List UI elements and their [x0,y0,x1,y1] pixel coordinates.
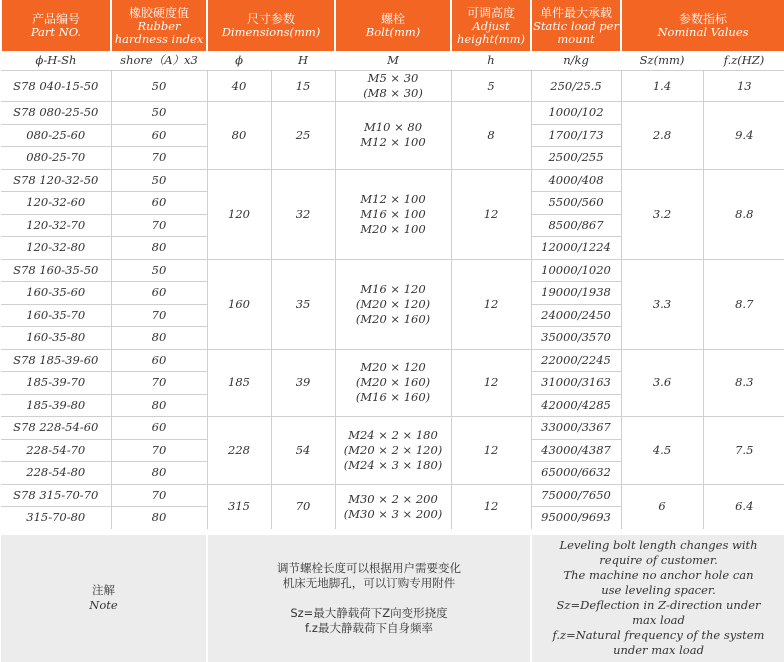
phi-cell: 120 [207,169,271,259]
note-line: Sz=最大静载荷下Z向变形挠度 [290,605,448,620]
part-number-cell: S78 185-39-60 [1,349,111,372]
height-cell: 39 [271,349,335,417]
bolt-spec: (M30 × 3 × 200) [343,506,443,521]
adjust-height-cell: 12 [451,484,531,532]
phi-cell: 80 [207,102,271,170]
note-line: The machine no anchor hole can [563,568,754,582]
adjust-height-cell: 12 [451,169,531,259]
bolt-spec: (M24 × 3 × 180) [343,457,443,472]
height-cell: 15 [271,71,335,102]
bolt-spec: M16 × 120 [360,281,426,296]
bolt-cell [335,102,451,170]
bolt-spec: (M20 × 120) [355,296,431,311]
table-row [1,417,784,440]
subheader-row [1,51,784,71]
table-row [1,349,784,372]
header-bolt: 螺栓 Bolt(mm) [335,0,451,51]
static-load-cell: 24000/2450 [531,304,621,327]
header-rubber-hardness: 橡胶硬度值 Rubber hardness index [111,0,207,51]
subheader-cell: M [335,51,451,71]
note-line: max load [632,613,685,627]
table-row [1,484,784,507]
note-title-cell [1,532,207,662]
phi-cell: 315 [207,484,271,532]
adjust-height-cell: 8 [451,102,531,170]
table-row [1,71,784,102]
shore-cell: 50 [111,102,207,125]
part-number-cell: 160-35-80 [1,327,111,350]
bolt-spec: M12 × 100 [360,191,426,206]
header-static-load: 单件最大承载 Static load per mount [531,0,621,51]
subheader-cell: ϕ [207,51,271,71]
bolt-cell [335,169,451,259]
subheader-cell: h [451,51,531,71]
shore-cell: 60 [111,124,207,147]
spec-body [1,71,784,532]
static-load-cell: 65000/6632 [531,462,621,485]
shore-cell: 80 [111,327,207,350]
bolt-spec: (M20 × 2 × 120) [343,442,443,457]
phi-cell: 160 [207,259,271,349]
shore-cell: 60 [111,417,207,440]
fz-cell: 9.4 [703,102,784,170]
height-cell: 25 [271,102,335,170]
static-load-cell: 43000/4387 [531,439,621,462]
part-number-cell: 228-54-80 [1,462,111,485]
header-part-no: 产品编号 Part NO. [1,0,111,51]
shore-cell: 70 [111,372,207,395]
bolt-spec: M12 × 100 [360,135,426,150]
subheader-cell: Sz(mm) [621,51,703,71]
bolt-spec: M24 × 2 × 180 [348,427,438,442]
shore-cell: 60 [111,349,207,372]
note-line: under max load [613,643,704,657]
height-cell: 54 [271,417,335,485]
static-load-cell: 22000/2245 [531,349,621,372]
bolt-spec: M5 × 30 [367,71,419,85]
part-number-cell: S78 080-25-50 [1,102,111,125]
sz-cell: 3.2 [621,169,703,259]
adjust-height-cell: 12 [451,349,531,417]
shore-cell: 50 [111,71,207,102]
part-number-cell: S78 228-54-60 [1,417,111,440]
static-load-cell: 12000/1224 [531,237,621,260]
part-number-cell: 228-54-70 [1,439,111,462]
adjust-height-cell: 12 [451,259,531,349]
part-number-cell: S78 315-70-70 [1,484,111,507]
part-number-cell: 160-35-70 [1,304,111,327]
static-load-cell: 75000/7650 [531,484,621,507]
shore-cell: 80 [111,394,207,417]
note-line: 机床无地脚孔，可以订购专用附件 [282,575,456,590]
note-line: use leveling spacer. [601,583,716,597]
phi-cell: 185 [207,349,271,417]
shore-cell: 70 [111,147,207,170]
part-number-cell: S78 120-32-50 [1,169,111,192]
shore-cell: 60 [111,192,207,215]
part-number-cell: 315-70-80 [1,507,111,532]
bolt-cell [335,259,451,349]
note-chinese-text [207,532,531,662]
part-number-cell: S78 160-35-50 [1,259,111,282]
static-load-cell: 1000/102 [531,102,621,125]
static-load-cell: 10000/1020 [531,259,621,282]
table-row [1,169,784,192]
bolt-cell [335,349,451,417]
note-line: 调节螺栓长度可以根据用户需要变化 [277,560,461,575]
sz-cell: 3.6 [621,349,703,417]
static-load-cell: 250/25.5 [531,71,621,102]
shore-cell: 70 [111,439,207,462]
sz-cell: 6 [621,484,703,532]
subheader-cell: H [271,51,335,71]
note-title-zh: 注解 [92,583,115,597]
shore-cell: 80 [111,462,207,485]
fz-cell: 8.3 [703,349,784,417]
height-cell: 32 [271,169,335,259]
static-load-cell: 5500/560 [531,192,621,215]
bolt-spec: M20 × 100 [360,221,426,236]
static-load-cell: 35000/3570 [531,327,621,350]
part-number-cell: 185-39-80 [1,394,111,417]
phi-cell: 40 [207,71,271,102]
static-load-cell: 8500/867 [531,214,621,237]
part-number-cell: 080-25-70 [1,147,111,170]
shore-cell: 70 [111,304,207,327]
shore-cell: 60 [111,282,207,305]
shore-cell: 50 [111,259,207,282]
subheader-cell: n/kg [531,51,621,71]
bolt-spec: M10 × 80 [364,120,423,135]
header-dimensions: 尺寸参数 Dimensions(mm) [207,0,335,51]
bolt-cell [335,484,451,532]
bolt-cell [335,417,451,485]
bolt-spec: M16 × 100 [360,206,426,221]
table-row [1,259,784,282]
note-english-text [531,532,784,662]
note-line [208,591,530,606]
note-line: Leveling bolt length changes with [559,538,758,552]
part-number-cell: 185-39-70 [1,372,111,395]
sz-cell: 3.3 [621,259,703,349]
height-cell: 35 [271,259,335,349]
fz-cell: 6.4 [703,484,784,532]
shore-cell: 80 [111,237,207,260]
shore-cell: 70 [111,484,207,507]
bolt-cell [335,71,451,102]
part-number-cell: S78 040-15-50 [1,71,111,102]
sz-cell: 2.8 [621,102,703,170]
table-row [1,102,784,125]
note-line: require of customer. [599,553,718,567]
bolt-spec: M30 × 2 × 200 [348,491,438,506]
part-number-cell: 080-25-60 [1,124,111,147]
static-load-cell: 1700/173 [531,124,621,147]
note-line: Sz=Deflection in Z-direction under [556,598,761,612]
note-title-en: Note [89,598,118,612]
sz-cell: 4.5 [621,417,703,485]
static-load-cell: 2500/255 [531,147,621,170]
bolt-spec: (M20 × 160) [355,375,431,390]
fz-cell: 13 [703,71,784,102]
height-cell: 70 [271,484,335,532]
bolt-spec: (M16 × 160) [355,390,431,405]
header-row [1,0,784,51]
static-load-cell: 4000/408 [531,169,621,192]
shore-cell: 70 [111,214,207,237]
note-line: f.z最大静载荷下自身频率 [305,620,433,635]
sz-cell: 1.4 [621,71,703,102]
shore-cell: 80 [111,507,207,532]
subheader-cell: f.z(HZ) [703,51,784,71]
header-adjust-height: 可调高度 Adjust height(mm) [451,0,531,51]
fz-cell: 8.7 [703,259,784,349]
bolt-spec: (M20 × 160) [355,311,431,326]
adjust-height-cell: 12 [451,417,531,485]
phi-cell: 228 [207,417,271,485]
static-load-cell: 95000/9693 [531,507,621,532]
header-nominal-values: 参数指标 Nominal Values [621,0,784,51]
fz-cell: 8.8 [703,169,784,259]
bolt-spec: (M8 × 30) [363,86,423,100]
part-number-cell: 120-32-70 [1,214,111,237]
subheader-cell: shore（A）x3 [111,51,207,71]
static-load-cell: 31000/3163 [531,372,621,395]
bolt-spec: M20 × 120 [360,360,426,375]
part-number-cell: 120-32-60 [1,192,111,215]
shore-cell: 50 [111,169,207,192]
note-row [1,532,784,662]
static-load-cell: 42000/4285 [531,394,621,417]
fz-cell: 7.5 [703,417,784,485]
subheader-cell: ϕ-H-Sh [1,51,111,71]
static-load-cell: 19000/1938 [531,282,621,305]
static-load-cell: 33000/3367 [531,417,621,440]
adjust-height-cell: 5 [451,71,531,102]
part-number-cell: 120-32-80 [1,237,111,260]
note-line: f.z=Natural frequency of the system [552,628,765,642]
part-number-cell: 160-35-60 [1,282,111,305]
